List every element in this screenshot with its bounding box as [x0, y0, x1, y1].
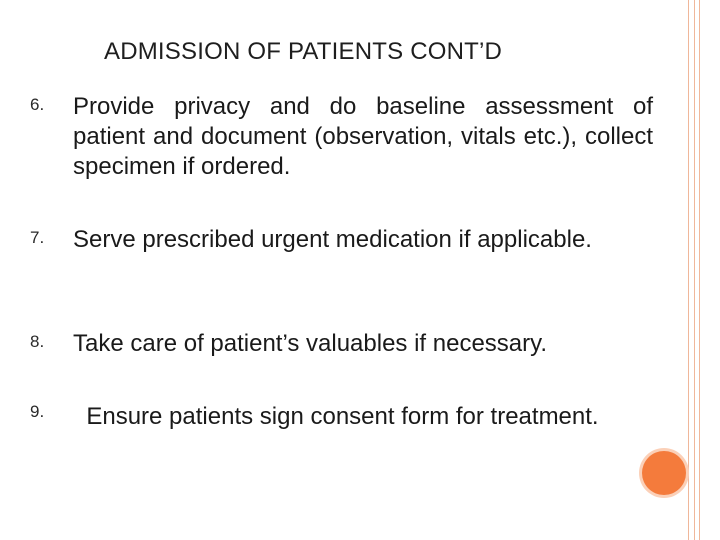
list-item-number: 6. — [30, 95, 45, 114]
list-item-text: Serve prescribed urgent medication if applicable. — [73, 226, 592, 253]
list-item-text: Take care of patient’s valuables if necessary. — [73, 330, 548, 357]
border-rail-line — [694, 0, 695, 540]
list-item-number: 8. — [30, 332, 45, 351]
list-item-text: Provide privacy and do baseline assessment of patient and document (observation, vitals etc.), collect specimen if ordered. — [73, 93, 653, 180]
border-rail-line — [699, 0, 700, 540]
list-item-number: 9. — [30, 402, 45, 421]
decorative-circle-icon — [642, 451, 686, 495]
list-item-text: Ensure patients sign consent form for treatment. — [73, 403, 599, 430]
border-rail-line — [688, 0, 689, 540]
list-item-number: 7. — [30, 228, 45, 247]
slide-title: ADMISSION OF PATIENTS CONT’D — [104, 38, 503, 65]
